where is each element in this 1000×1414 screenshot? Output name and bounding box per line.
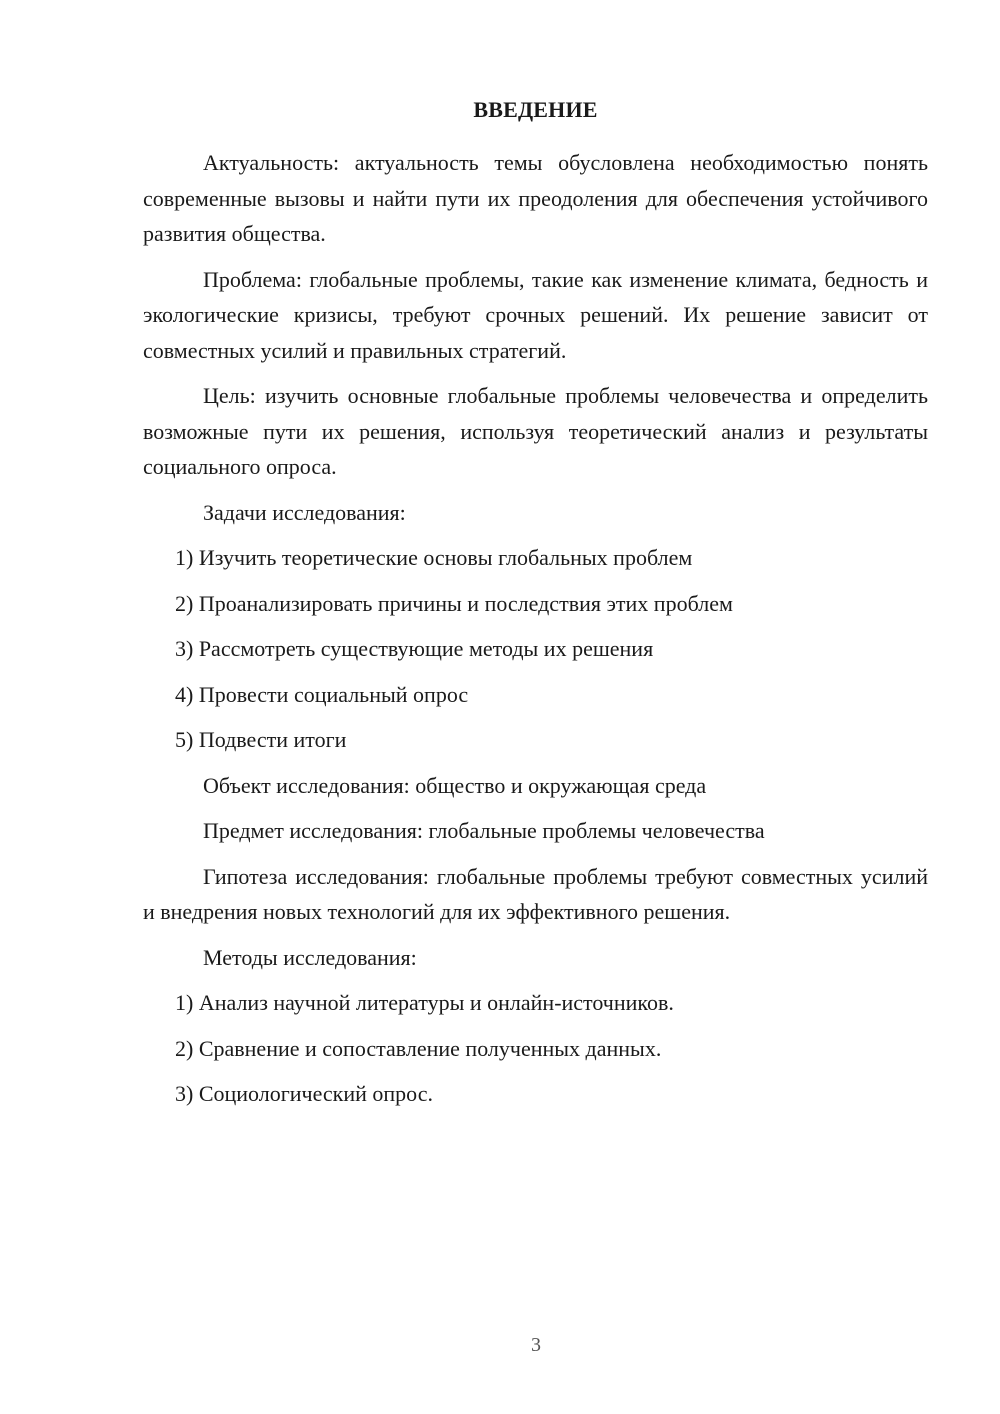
method-item: 1) Анализ научной литературы и онлайн-источников. [175, 990, 674, 1015]
hypothesis-paragraph: Гипотеза исследования: глобальные проблемы требуют совместных усилий и внедрения новых технологий для их эффективного решения. [143, 863, 928, 924]
task-item: 5) Подвести итоги [175, 727, 347, 752]
goal-paragraph: Цель: изучить основные глобальные проблемы человечества и определить возможные пути их решения, используя теоретический анализ и результаты социального опроса. [143, 383, 928, 479]
task-item: 4) Провести социальный опрос [175, 681, 469, 707]
method-item: 3) Социологический опрос. [175, 1081, 433, 1106]
subject-line: Предмет исследования: глобальные проблемы человечества [203, 818, 765, 843]
task-item: 2) Проанализировать причины и последствия этих проблем [175, 590, 733, 616]
methods-heading: Методы исследования: [203, 944, 417, 970]
problem-paragraph: Проблема: глобальные проблемы, такие как изменение климата, бедность и экологические кризисы, требуют срочных решений. Их решение зависит от совместных усилий и правильных стратегий. [143, 266, 928, 363]
document-page [143, 95, 928, 1122]
section-title: ВВЕДЕНИЕ [473, 97, 598, 122]
object-line: Объект исследования: общество и окружающая среда [203, 772, 707, 798]
task-item: 3) Рассмотреть существующие методы их решения [175, 636, 654, 661]
task-item: 1) Изучить теоретические основы глобальных проблем [175, 545, 693, 570]
relevance-paragraph: Актуальность: актуальность темы обусловлена необходимостью понять современные вызовы и найти пути их преодоления для обеспечения устойчивого развития общества. [143, 150, 928, 246]
method-item: 2) Сравнение и сопоставление полученных данных. [175, 1035, 662, 1061]
page-number: 3 [531, 1334, 541, 1356]
tasks-heading: Задачи исследования: [203, 499, 406, 525]
